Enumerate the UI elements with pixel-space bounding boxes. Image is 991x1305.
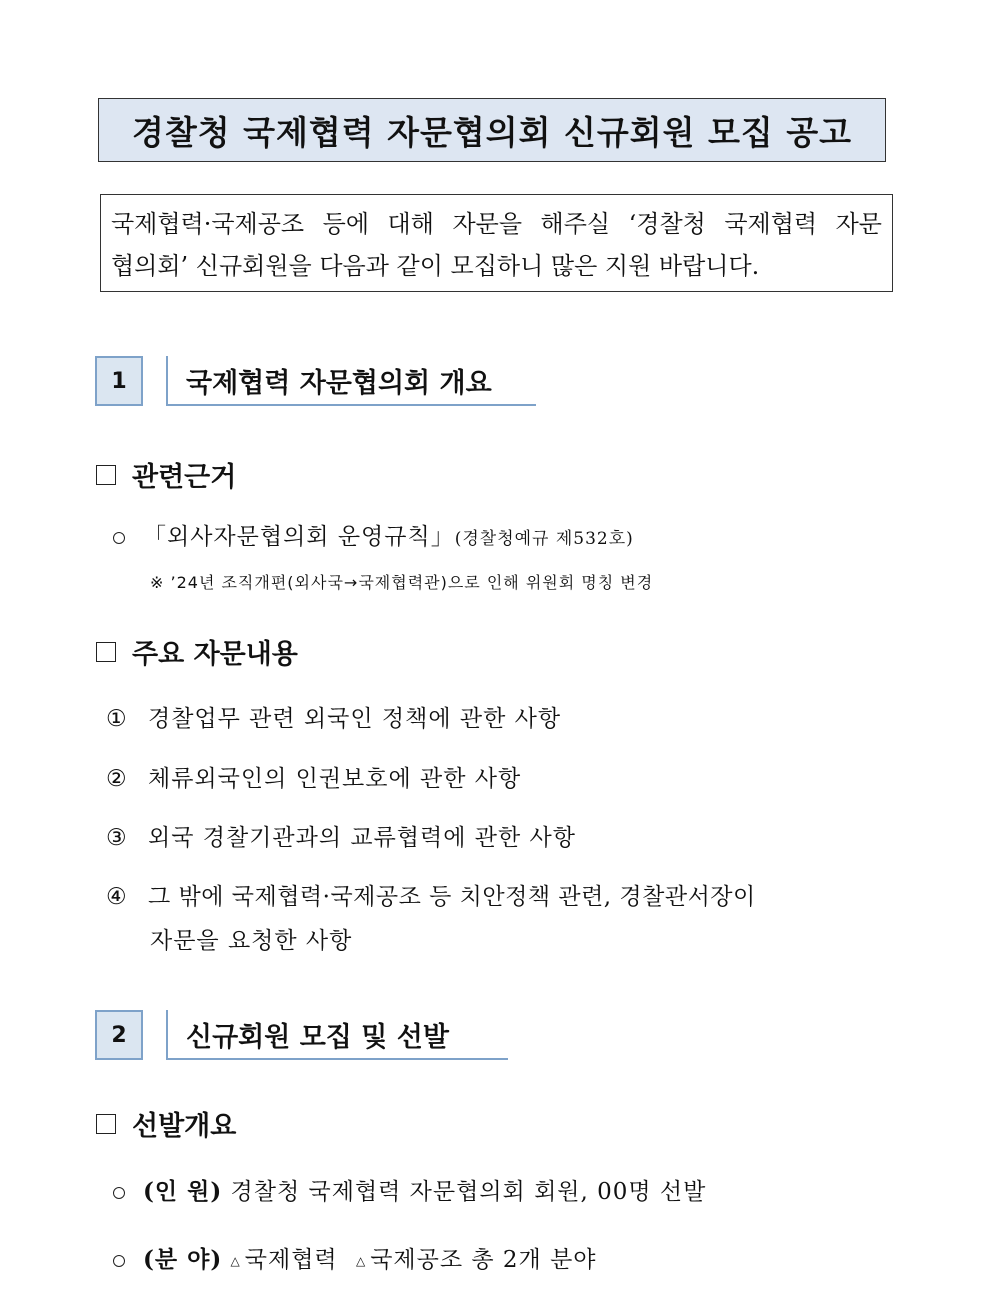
advice-item-text: 체류외국인의 인권보호에 관한 사항 — [148, 766, 522, 792]
advice-item-mark: ③ — [106, 825, 128, 851]
advice-item-mark: ④ — [106, 884, 128, 910]
advice-item-3 — [106, 819, 576, 852]
overview-field — [113, 1241, 597, 1274]
overview-heading-text: 선발개요 — [132, 1111, 237, 1142]
basis-heading — [96, 455, 236, 494]
circle-bullet-icon — [113, 532, 125, 544]
triangle-bullet-icon: △ — [230, 1254, 241, 1268]
basis-regulation-number: (경찰청예규 제532호) — [454, 529, 634, 549]
field-tail: 총 2개 분야 — [471, 1247, 597, 1273]
basis-item — [113, 518, 634, 551]
section-2-title: 신규회원 모집 및 선발 — [166, 1010, 508, 1060]
advice-item-mark: ② — [106, 766, 128, 792]
advice-item-1 — [106, 700, 561, 733]
intro-line-1: 국제협력·국제공조 등에 대해 자문을 해주실 ‘경찰청 국제협력 자문 — [111, 210, 882, 238]
basis-heading-text: 관련근거 — [132, 462, 237, 493]
personnel-label: (인 원) — [143, 1178, 223, 1205]
circle-bullet-icon — [113, 1255, 125, 1267]
section-1-number: 1 — [95, 356, 143, 406]
advice-item-mark: ① — [106, 706, 128, 732]
field-item-2: 국제공조 — [370, 1247, 464, 1273]
advice-heading — [96, 632, 298, 671]
triangle-bullet-icon: △ — [355, 1254, 367, 1268]
intro-line-2: 협의회’ 신규회원을 다음과 같이 모집하니 많은 지원 바랍니다. — [111, 252, 760, 280]
section-1-title: 국제협력 자문협의회 개요 — [166, 356, 536, 406]
advice-item-text: 그 밖에 국제협력·국제공조 등 치안정책 관련, 경찰관서장이 — [148, 884, 756, 910]
advice-item-text: 외국 경찰기관과의 교류협력에 관한 사항 — [148, 825, 576, 851]
checkbox-square-icon — [96, 465, 116, 485]
section-2-number: 2 — [95, 1010, 143, 1060]
advice-item-4 — [106, 878, 756, 911]
overview-heading — [96, 1104, 236, 1143]
field-label: (분 야) — [143, 1246, 223, 1273]
field-item-1: 국제협력 — [244, 1247, 338, 1273]
advice-item-2 — [106, 760, 521, 793]
advice-heading-text: 주요 자문내용 — [132, 639, 298, 670]
advice-item-4-continuation: 자문을 요청한 사항 — [150, 928, 353, 954]
overview-personnel — [113, 1173, 706, 1206]
checkbox-square-icon — [96, 1114, 116, 1134]
checkbox-square-icon — [96, 642, 116, 662]
personnel-text: 경찰청 국제협력 자문협의회 회원, 00명 선발 — [230, 1179, 707, 1205]
basis-regulation: 「외사자문협의회 운영규칙」 — [143, 524, 455, 550]
advice-item-text: 경찰업무 관련 외국인 정책에 관한 사항 — [148, 706, 562, 732]
basis-note: ※ ’24년 조직개편(외사국→국제협력관)으로 인해 위원회 명칭 변경 — [150, 573, 654, 592]
page-title: 경찰청 국제협력 자문협의회 신규회원 모집 공고 — [98, 98, 886, 162]
intro-box — [100, 194, 893, 292]
circle-bullet-icon — [113, 1187, 125, 1199]
